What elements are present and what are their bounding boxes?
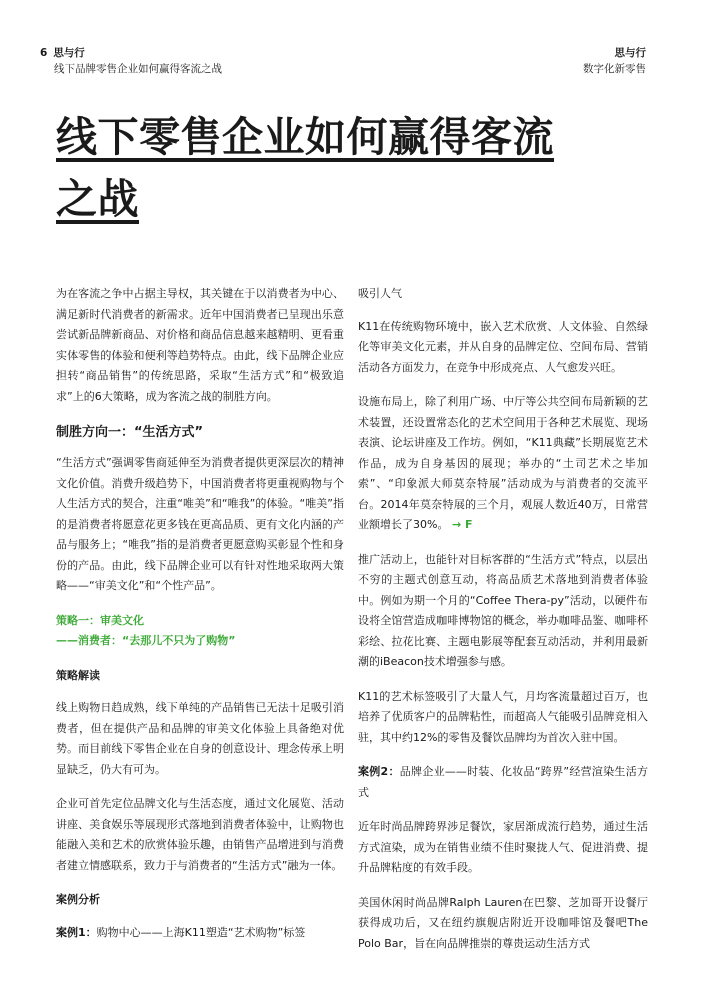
k11-paragraph-4: K11的艺术标签吸引了大量人气，月均客流量超过百万，也培养了优质客户的品牌粘性，而超高人气能吸引品牌竞相入驻，其中约12%的零售及餐饮品牌均为首次入驻中国。 xyxy=(358,689,648,744)
k11-paragraph-3: 推广活动上，也能针对目标客群的“生活方式”特点，以层出不穷的主题式创意互动，将高品质艺术落地到消费者体验中。例如为期一个月的“Coffee Thera-py”活动，以硬件布设将全馆营造成咖啡博物馆的概念，举办咖啡品鉴、咖啡杯彩绘、拉花比赛、主题电影展等配套互动活动，并利用最新潮的iBeacon技术增强参与感。 xyxy=(358,552,648,668)
analysis-paragraph-1: 线上购物日趋成熟，线下单纯的产品销售已无法十足吸引消费者，但在提供产品和品牌的审美文化体验上具备绝对优势。而目前线下零售企业在自身的创意设计、理念传承上明显缺乏，仍大有可为。 xyxy=(56,701,344,776)
page-number: 6 xyxy=(40,47,48,59)
k11-paragraph-1: K11在传统购物环境中，嵌入艺术欣赏、人文体验、自然绿化等审美文化元素，并从自身的品牌定位、空间布局、营销活动各方面发力，在竞争中形成亮点、人气愈发兴旺。 xyxy=(358,319,648,374)
article-title xyxy=(56,106,656,230)
header-subtitle-right: 数字化新零售 xyxy=(583,63,646,75)
running-header-left xyxy=(40,46,222,78)
case-2-paragraph-2: 美国休闲时尚品牌Ralph Lauren在巴黎、芝加哥开设餐厅获得成功后，又在纽约旗舰店附近开设咖啡馆及餐吧The Polo Bar，旨在向品牌推崇的尊贵运动生活方式 xyxy=(358,895,648,950)
case-2-label: 案例2： xyxy=(358,765,400,778)
title-line-1: 线下零售企业如何赢得客流 xyxy=(56,113,554,161)
k11-paragraph-2: 设施布局上，除了利用广场、中厅等公共空间布局新颖的艺术装置，还设置常态化的艺术空间用于各种艺术展览、现场表演、论坛讲座及工作坊。例如，“K11典藏”长期展览艺术作品，成为自身基因的展现；举办的“土司艺术之毕加索”、“印象派大师莫奈特展”活动成为与消费者的交流平台。2014年莫奈特展的三个月，观展人数近40万，日常营业额增长了30%。 → F xyxy=(358,395,648,531)
case-analysis-heading: 案例分析 xyxy=(56,893,100,906)
right-column xyxy=(358,284,648,968)
case-1-label: 案例1： xyxy=(56,925,97,939)
continue-arrow-icon: → F xyxy=(451,518,473,531)
strategy-title: 策略一：审美文化 xyxy=(56,613,144,627)
case-2-text: 品牌企业——时装、化妆品“跨界”经营渲染生活方式 xyxy=(358,765,648,799)
section-paragraph: “生活方式”强调零售商延伸至为消费者提供更深层次的精神文化价值。消费升级趋势下，中国消费者将更重视购物与个人生活方式的契合，注重“唯美”和“唯我”的体验。“唯美”指的是消费者将愿意花更多钱在更高品质、更有文化内涵的产品与服务上；“唯我”指的是消费者更愿意购买彰显个性和身份的产品。由此，线下品牌企业可以有针对性地采取两大策略——“审美文化”和“个性产品”。 xyxy=(56,456,344,592)
case-1-line xyxy=(56,923,344,944)
section-heading: 制胜方向一：“生活方式” xyxy=(56,425,204,440)
title-line-2: 之战 xyxy=(56,175,139,223)
analysis-heading: 策略解读 xyxy=(56,668,100,682)
running-header-right xyxy=(583,46,646,78)
case-2-line xyxy=(358,762,648,803)
continued-text: 吸引人气 xyxy=(358,287,402,300)
strategy-subtitle: ——消费者：“去那儿不只为了购物” xyxy=(56,634,236,647)
strategy-heading xyxy=(56,611,344,652)
case-1-text: 购物中心——上海K11塑造“艺术购物”标签 xyxy=(96,925,306,939)
intro-paragraph: 为在客流之争中占据主导权，其关键在于以消费者为中心、满足新时代消费者的新需求。近年中国消费者已呈现出乐意尝试新品牌新商品、对价格和商品信息越来越精明、更看重实体零售的体验和便利等趋势特点。由此，线下品牌企业应担转“商品销售”的传统思路，采取“生活方式”和“极致追求”上的6大策略，成为客流之战的制胜方向。 xyxy=(56,287,344,403)
case-2-paragraph-1: 近年时尚品牌跨界涉足餐饮，家居渐成流行趋势，通过生活方式渲染，成为在销售业绩不佳时聚拢人气、促进消费、提升品牌粘度的有效手段。 xyxy=(358,820,648,874)
header-subtitle-left: 线下品牌零售企业如何赢得客流之战 xyxy=(54,63,222,75)
analysis-paragraph-2: 企业可首先定位品牌文化与生活态度，通过文化展览、活动讲座、美食娱乐等展现形式落地到消费者体验中，让购物也能融入美和艺术的欣赏体验乐趣，由销售产品增进到与消费者建立情感联系，致力于与消费者的“生活方式”融为一体。 xyxy=(56,797,344,872)
left-column xyxy=(56,284,344,957)
header-brand-right: 思与行 xyxy=(614,47,646,59)
header-brand-left: 思与行 xyxy=(53,47,85,59)
